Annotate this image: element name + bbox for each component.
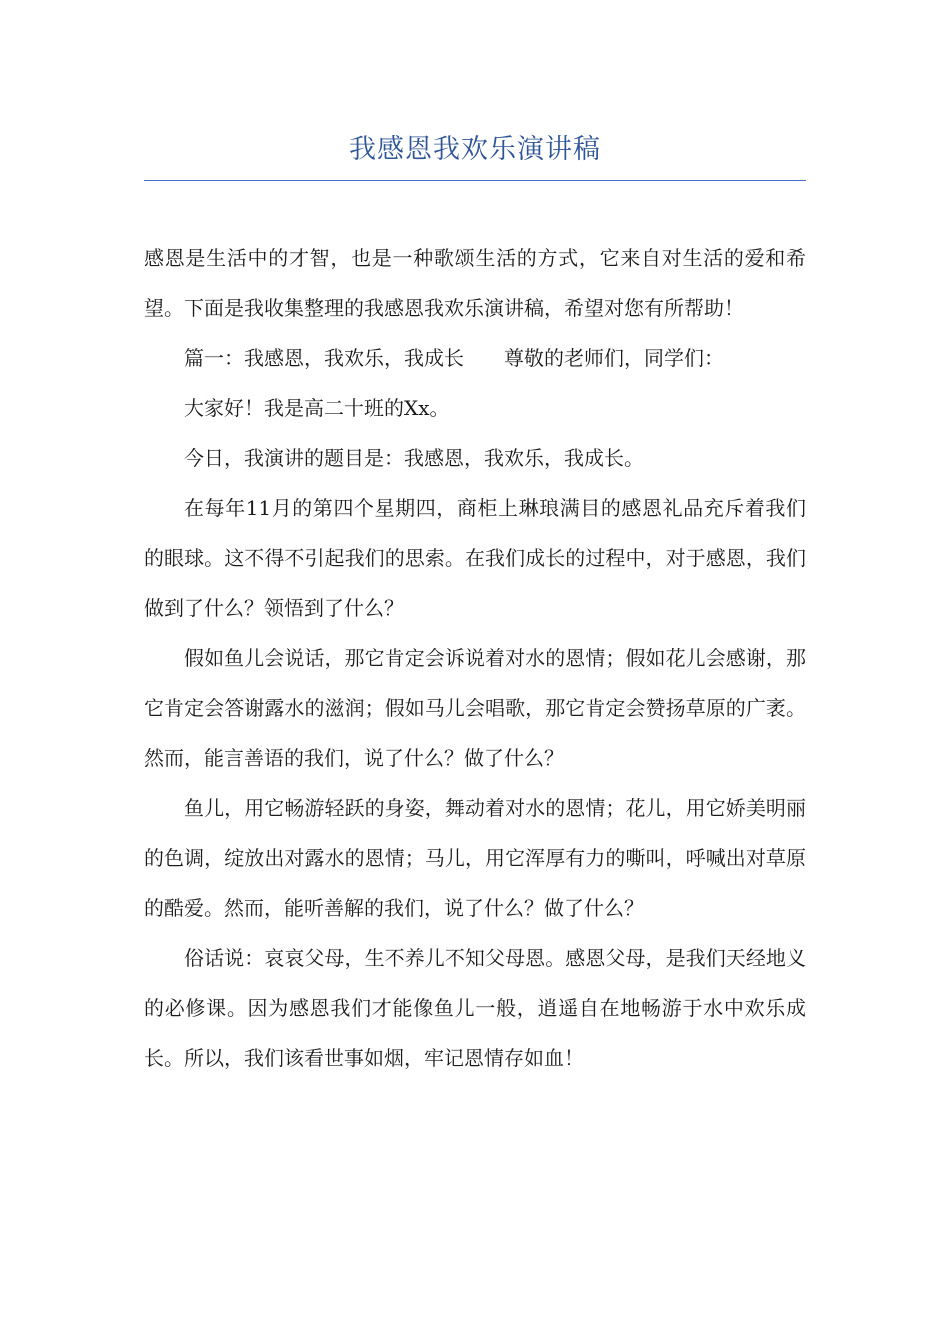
title-underline [144,180,806,181]
topic-paragraph: 今日，我演讲的题目是：我感恩，我欢乐，我成长。 [184,446,644,470]
section-heading-paragraph: 篇一：我感恩，我欢乐，我成长 尊敬的老师们，同学们： [184,346,724,370]
body-paragraph: 鱼儿，用它畅游轻跃的身姿，舞动着对水的恩情；花儿，用它娇美明丽的色调，绽放出对露水的恩情；马儿，用它浑厚有力的嘶叫，呼喊出对草原的酷爱。然而，能听善解的我们，说了什么？做了什么？ [144,796,806,920]
body-paragraph: 在每年11月的第四个星期四，商柜上琳琅满目的感恩礼品充斥着我们的眼球。这不得不引起我们的思索。在我们成长的过程中，对于感恩，我们做到了什么？领悟到了什么？ [144,496,806,620]
intro-paragraph: 感恩是生活中的才智，也是一种歌颂生活的方式，它来自对生活的爱和希望。下面是我收集整理的我感恩我欢乐演讲稿，希望对您有所帮助！ [144,246,806,320]
body-paragraph: 假如鱼儿会说话，那它肯定会诉说着对水的恩情；假如花儿会感谢，那它肯定会答谢露水的滋润；假如马儿会唱歌，那它肯定会赞扬草原的广袤。然而，能言善语的我们，说了什么？做了什么？ [144,646,806,770]
document-body [144,233,806,1083]
greeting-paragraph: 大家好！我是高二十班的Xx。 [184,396,450,420]
document-title: 我感恩我欢乐演讲稿 [349,134,601,165]
body-paragraph: 俗话说：哀哀父母，生不养儿不知父母恩。感恩父母，是我们天经地义的必修课。因为感恩我们才能像鱼儿一般，逍遥自在地畅游于水中欢乐成长。所以，我们该看世事如烟，牢记恩情存如血！ [144,946,806,1070]
